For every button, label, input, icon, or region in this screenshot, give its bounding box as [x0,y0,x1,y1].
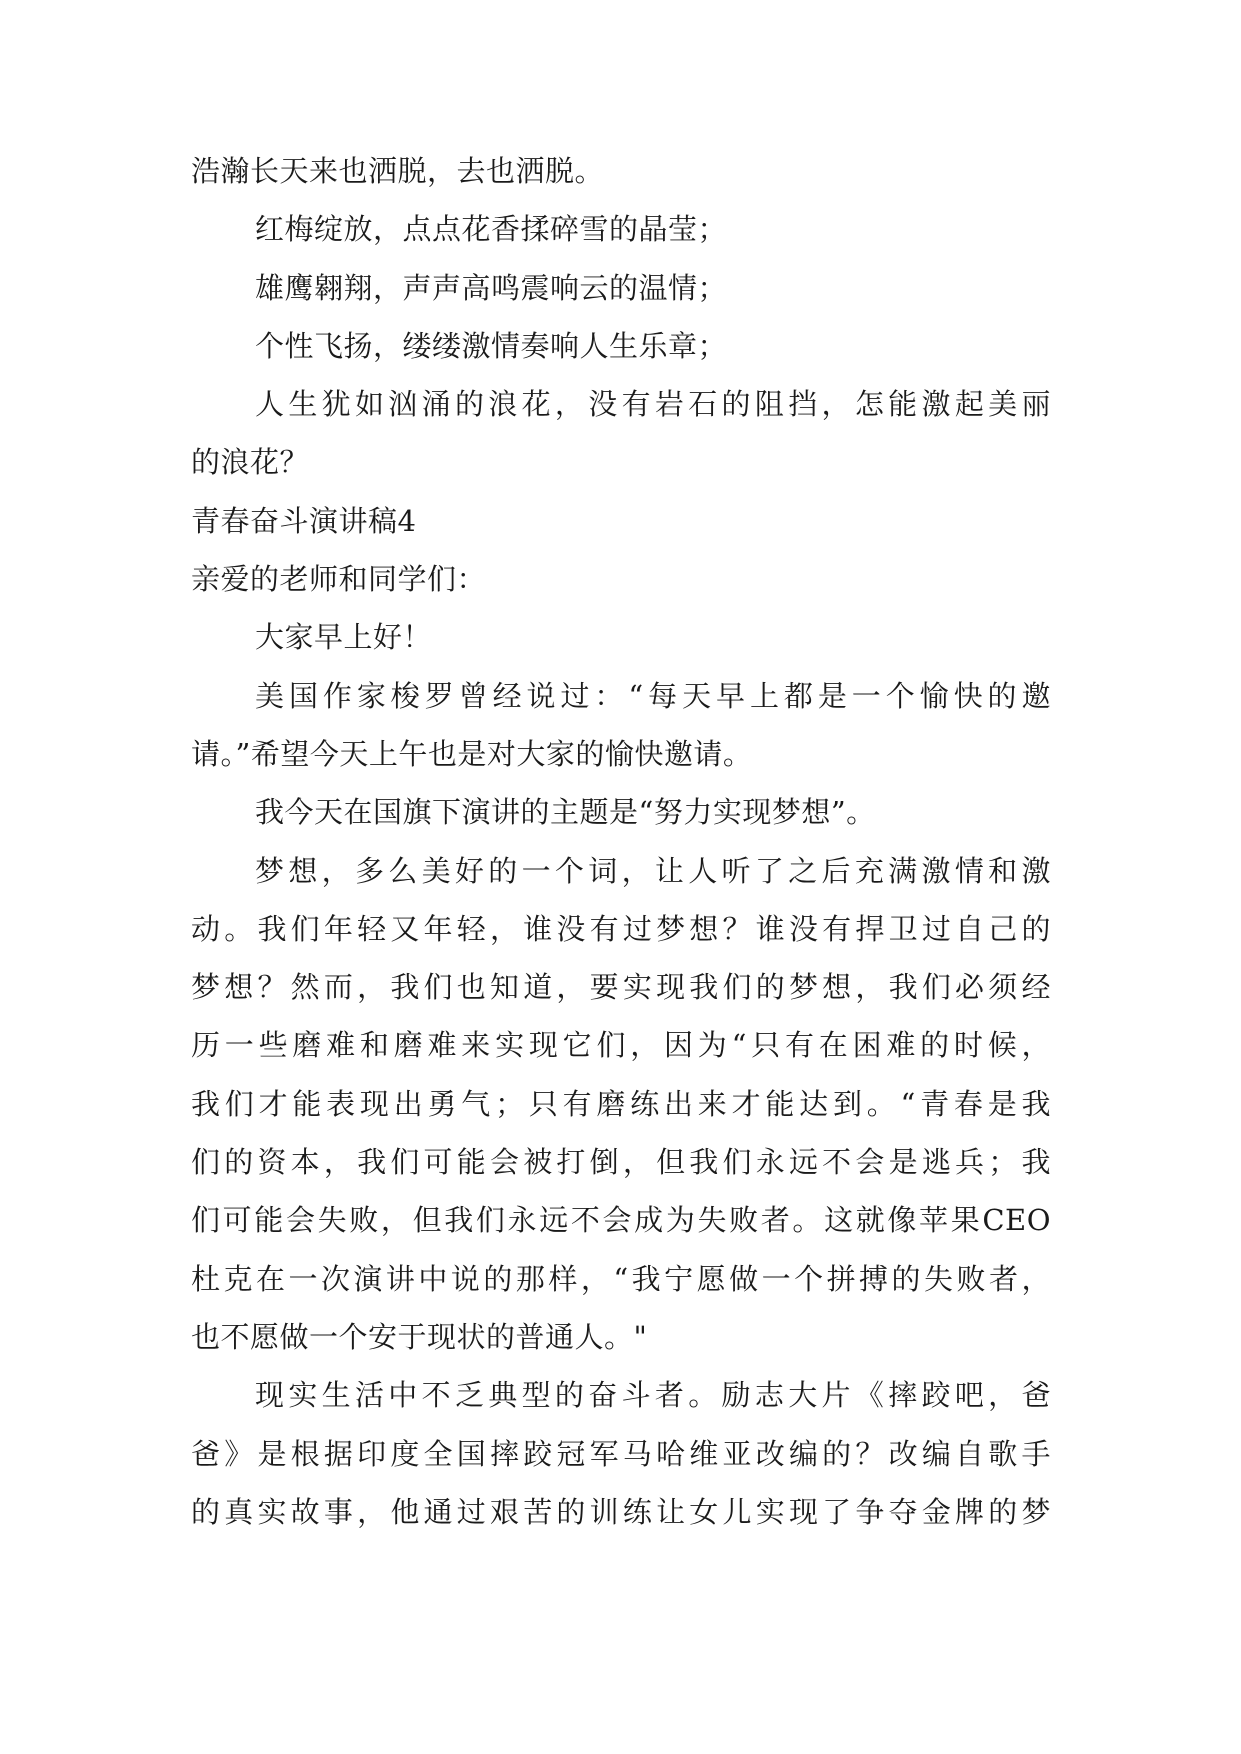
text-line: 动。我们年轻又年轻，谁没有过梦想？谁没有捍卫过自己的 [191,911,1051,946]
text-line: 们的资本，我们可能会被打倒，但我们永远不会是逃兵；我 [191,1145,1051,1180]
paragraph [191,375,1051,492]
text-line: 个性飞扬，缕缕激情奏响人生乐章； [255,328,728,363]
text-line: 们可能会失败，但我们永远不会成为失败者。这就像苹果CEO [191,1203,1051,1238]
text-line: 也不愿做一个安于现状的普通人。" [191,1319,648,1354]
text-line: 红梅绽放，点点花香揉碎雪的晶莹； [255,212,728,247]
text-line-block [191,142,1051,200]
text-line: 爸》是根据印度全国摔跤冠军马哈维亚改编的？改编自歌手 [191,1436,1051,1471]
text-line: 大家早上好！ [255,620,433,655]
paragraph [191,317,1051,375]
text-line: 亲爱的老师和同学们： [191,562,487,597]
paragraph [191,783,1051,841]
text-line: 梦想，多么美好的一个词，让人听了之后充满激情和激 [255,853,1051,888]
text-line: 美国作家梭罗曾经说过：“每天早上都是一个愉快的邀 [255,678,1051,713]
text-line: 浩瀚长天来也洒脱，去也洒脱。 [191,154,605,188]
text-line: 历一些磨难和磨难来实现它们，因为“只有在困难的时候， [191,1028,1051,1063]
text-line: 青春奋斗演讲稿4 [191,503,417,538]
text-line: 我们才能表现出勇气；只有磨练出来才能达到。“青春是我 [191,1086,1051,1121]
text-line-block [191,550,1051,608]
paragraph [191,842,1051,1367]
text-line: 我今天在国旗下演讲的主题是“努力实现梦想”。 [255,795,876,830]
text-line: 杜克在一次演讲中说的那样，“我宁愿做一个拼搏的失败者， [191,1261,1051,1296]
paragraph [191,667,1051,784]
text-line: 现实生活中不乏典型的奋斗者。励志大片《摔跤吧，爸 [255,1378,1051,1413]
text-line: 的浪花？ [191,445,310,480]
text-line: 人生犹如汹涌的浪花，没有岩石的阻挡，怎能激起美丽 [255,387,1051,422]
text-line: 梦想？然而，我们也知道，要实现我们的梦想，我们必须经 [191,970,1051,1005]
paragraph [191,200,1051,258]
text-line: 雄鹰翱翔，声声高鸣震响云的温情； [255,270,728,305]
paragraph [191,1366,1051,1541]
text-line: 的真实故事，他通过艰苦的训练让女儿实现了争夺金牌的梦 [191,1494,1051,1529]
document-body [191,142,1051,1541]
text-line: 请。”希望今天上午也是对大家的愉快邀请。 [191,736,753,771]
paragraph [191,259,1051,317]
text-line-block [191,492,1051,550]
paragraph [191,608,1051,666]
